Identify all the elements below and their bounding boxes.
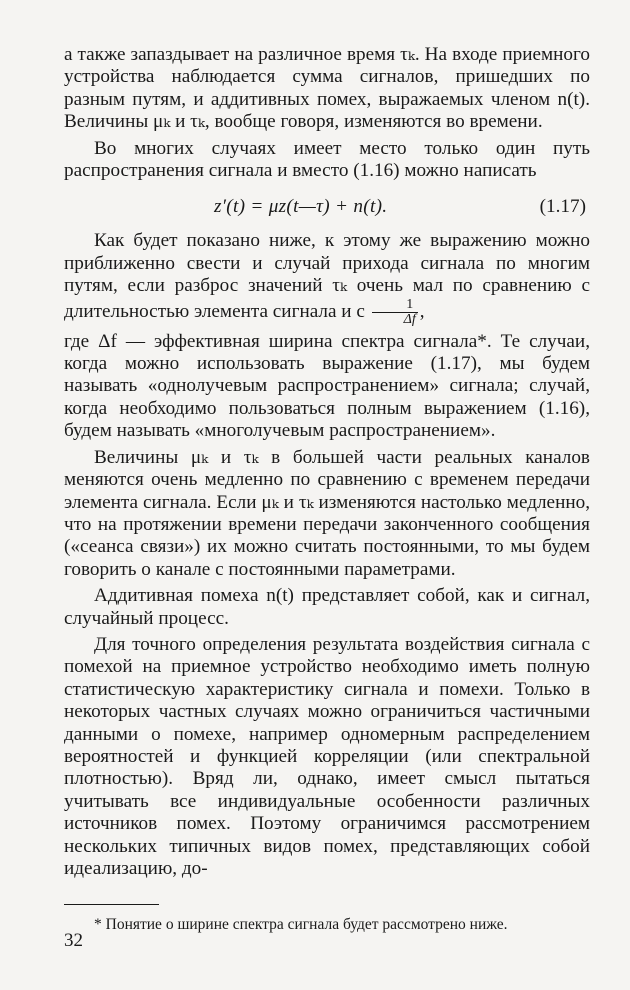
paragraph-additive-noise: Аддитивная помеха n(t) представляет собой, как и сигнал, случайный процесс.: [64, 585, 590, 629]
fraction-one-over-delta-f: [372, 298, 418, 327]
paragraph-definitions: где Δf — эффективная ширина спектра сигнала*. Те случаи, когда можно использовать выражение (1.17), мы будем называть «однолучевым распространением» сигнала; случай, когда необходимо пользоваться полным выражением (1.16), будем называть «многолучевым распространением».: [64, 330, 590, 442]
paragraph-constant-params: Величины μₖ и τₖ в большей части реальных каналов меняются очень медленно по сравнению с временем передачи элемента сигнала. Если μₖ и τₖ изменяются настолько медленно, что на протяжении времени передачи законченного сообщения («сеанса связи») их можно считать постоянными, то мы будем говорить о канале с постоянными параметрами.: [64, 446, 590, 580]
fraction-denominator: Δf: [403, 311, 416, 327]
paragraph-continuation: а также запаздывает на различное время τₖ. На входе приемного устройства наблюдается сумма сигналов, пришедших по разным путям, и аддитивных помех, выражаемых членом n(t). Величины μₖ и τₖ, вообще говоря, изменяются во времени.: [64, 44, 590, 133]
page-number: 32: [64, 930, 83, 951]
equation-1-17: [64, 194, 590, 220]
equation-number: (1.17): [539, 196, 586, 218]
paragraph-statistics: Для точного определения результата воздействия сигнала с помехой на приемное устройство необходимо иметь полную статистическую характеристику сигнала и помехи. Только в некоторых частных случаях можно ограничиться частичными данными о помехе, например одномерным распределением вероятностей и функцией корреляции (или спектральной плотностью). Вряд ли, однако, имеет смысл пытаться учитывать все индивидуальные особенности различных источников помех. Поэтому ограничимся рассмотрением нескольких типичных видов помех, представляющих собой идеализацию, до-: [64, 633, 590, 879]
paragraph-multipath-approx: [64, 230, 590, 326]
paragraph-single-path: Во многих случаях имеет место только один путь распространения сигнала и вместо (1.16) можно написать: [64, 137, 590, 182]
fraction-tail: ,: [419, 300, 425, 322]
fraction-numerator: 1: [372, 298, 418, 313]
paragraph-multipath-text: Как будет показано ниже, к этому же выражению можно приближенно свести и случай прихода сигнала по многим путям, если разброс значений τₖ очень мал по сравнению с длительностью элемента сигнала и с: [64, 230, 590, 322]
footnote: * Понятие о ширине спектра сигнала будет рассмотрено ниже.: [94, 916, 508, 934]
equation-formula: z′(t) = μz(t—τ) + n(t).: [214, 196, 388, 218]
footnote-divider: [64, 904, 159, 905]
